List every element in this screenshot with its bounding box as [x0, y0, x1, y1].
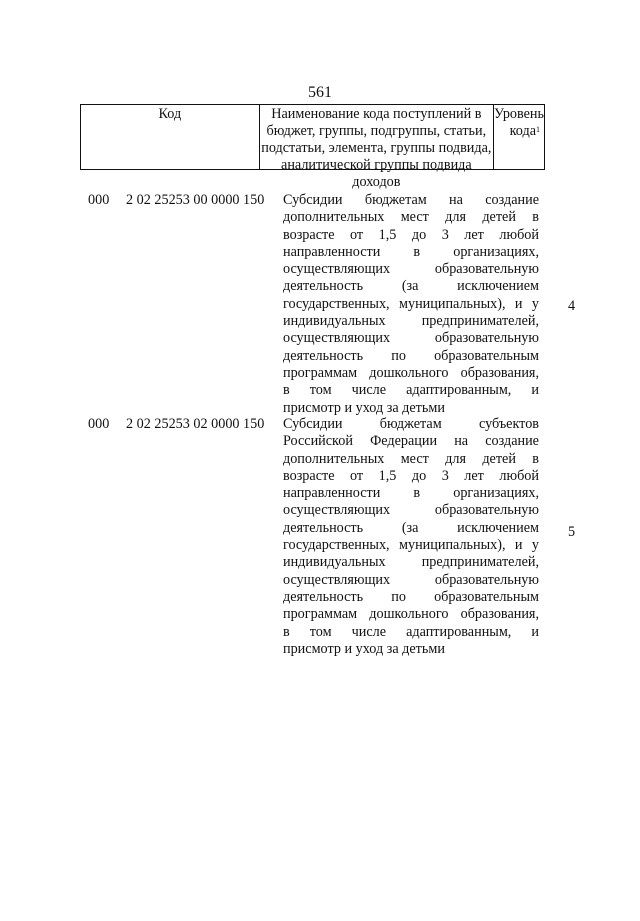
- header-level-footnote: 1: [536, 125, 540, 134]
- row-name-line: осуществляющих образовательную: [283, 261, 539, 278]
- row-name-line: дополнительных мест для детей в: [283, 209, 539, 226]
- row-name-line: присмотр и уход за детьми: [283, 640, 445, 657]
- row-name-line: деятельность (за исключением: [283, 519, 539, 536]
- row-name-line: программам дошкольного образования,: [283, 364, 539, 381]
- header-name-line: подстатьи, элемента, группы подвида,: [261, 140, 492, 156]
- row-code-prefix: 000: [88, 416, 110, 432]
- row-name-line: возрасте от 1,5 до 3 лет любой: [283, 467, 539, 484]
- row-name-line: присмотр и уход за детьми: [283, 399, 445, 416]
- row-code: 2 02 25253 00 0000 150: [126, 192, 265, 208]
- row-level: 4: [568, 298, 576, 314]
- header-name-column: [260, 105, 494, 190]
- row-name-line: программам дошкольного образования,: [283, 606, 539, 623]
- row-name-line: осуществляющих образовательную: [283, 571, 539, 588]
- row-code: 2 02 25253 02 0000 150: [126, 416, 265, 432]
- row-name-line: деятельность по образовательным: [283, 347, 539, 364]
- row-name-line: государственных, муниципальных), и у: [283, 295, 539, 312]
- row-name-line: направленности в организациях,: [283, 243, 539, 260]
- row-name-line: Субсидии бюджетам на создание: [283, 192, 539, 208]
- row-name-line: Субсидии бюджетам субъектов: [283, 416, 539, 432]
- row-name-line: Российской Федерации на создание: [283, 433, 539, 450]
- header-name-line: бюджет, группы, подгруппы, статьи,: [266, 123, 487, 139]
- row-name-line: индивидуальных предпринимателей,: [283, 554, 539, 571]
- row-name-line: в том числе адаптированным, и: [283, 382, 539, 399]
- header-name-line: аналитической группы подвида доходов: [281, 157, 472, 190]
- row-name: [283, 192, 539, 417]
- row-code-prefix: 000: [88, 192, 110, 208]
- row-name: [283, 416, 539, 658]
- row-name-line: осуществляющих образовательную: [283, 502, 539, 519]
- header-level-label: кода: [509, 123, 536, 139]
- table-header: [80, 104, 545, 190]
- row-name-line: возрасте от 1,5 до 3 лет любой: [283, 226, 539, 243]
- row-name-line: в том числе адаптированным, и: [283, 623, 539, 640]
- header-code-column: Код: [81, 105, 260, 169]
- row-name-line: направленности в организациях,: [283, 485, 539, 502]
- page-number: 561: [308, 84, 332, 101]
- row-name-line: дополнительных мест для детей в: [283, 450, 539, 467]
- header-level-column: [494, 105, 544, 169]
- row-name-line: индивидуальных предпринимателей,: [283, 313, 539, 330]
- row-name-line: деятельность по образовательным: [283, 588, 539, 605]
- header-name-line: Наименование кода поступлений в: [271, 106, 482, 122]
- header-level-line1: Уровень: [494, 106, 544, 122]
- row-level: 5: [568, 524, 576, 540]
- row-name-line: осуществляющих образовательную: [283, 330, 539, 347]
- row-name-line: деятельность (за исключением: [283, 278, 539, 295]
- header-level-line2: [494, 123, 544, 140]
- row-name-line: государственных, муниципальных), и у: [283, 537, 539, 554]
